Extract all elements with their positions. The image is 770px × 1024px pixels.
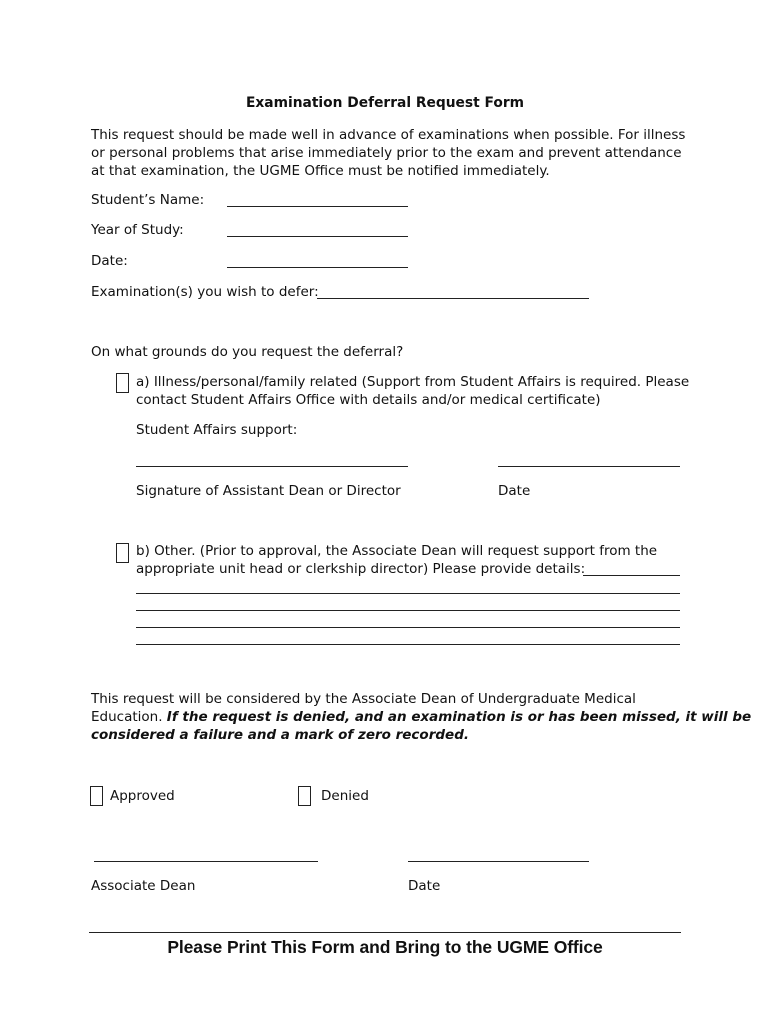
decision-date-label: Date (408, 878, 441, 894)
option-b-line-2: appropriate unit head or clerkship director) Please provide details: (136, 561, 586, 577)
details-line-3[interactable] (136, 627, 680, 628)
signature-date-label: Date (498, 483, 531, 499)
option-b-line-1: b) Other. (Prior to approval, the Associate Dean will request support from the (136, 543, 658, 559)
associate-dean-label: Associate Dean (91, 878, 196, 894)
option-a-line-2: contact Student Affairs Office with details and/or medical certificate) (136, 392, 601, 408)
consideration-warning-1: If the request is denied, and an examination is or has been missed, it will be (166, 709, 752, 725)
associate-dean-signature-field[interactable] (94, 861, 318, 862)
option-a-checkbox[interactable] (116, 373, 129, 393)
footer-instruction: Please Print This Form and Bring to the UGME Office (167, 937, 603, 957)
signature-date-field[interactable] (498, 466, 680, 467)
option-b-checkbox[interactable] (116, 543, 129, 563)
student-affairs-support-label: Student Affairs support: (136, 422, 298, 438)
examinations-label: Examination(s) you wish to defer: (91, 284, 319, 300)
consideration-warning-2: considered a failure and a mark of zero recorded. (91, 727, 469, 743)
date-field[interactable] (227, 267, 408, 268)
approved-label: Approved (110, 788, 175, 804)
intro-line-1: This request should be made well in advance of examinations when possible. For illness (91, 127, 686, 143)
form-title: Examination Deferral Request Form (245, 95, 525, 111)
consideration-line-2 (91, 708, 751, 726)
grounds-question: On what grounds do you request the deferral? (91, 344, 404, 360)
signature-field[interactable] (136, 466, 408, 467)
consideration-line-2-plain: Education. (91, 709, 167, 725)
intro-line-3: at that examination, the UGME Office must be notified immediately. (91, 163, 550, 179)
details-line-2[interactable] (136, 610, 680, 611)
denied-label: Denied (321, 788, 369, 804)
student-name-label: Student’s Name: (91, 192, 205, 208)
year-of-study-label: Year of Study: (91, 222, 184, 238)
decision-date-field[interactable] (408, 861, 589, 862)
date-label: Date: (91, 253, 128, 269)
consideration-line-1: This request will be considered by the Associate Dean of Undergraduate Medical (91, 691, 636, 707)
footer-divider (89, 932, 681, 933)
details-field-inline[interactable] (583, 575, 680, 576)
approved-checkbox[interactable] (90, 786, 103, 806)
intro-line-2: or personal problems that arise immediately prior to the exam and prevent attendance (91, 145, 682, 161)
details-line-4[interactable] (136, 644, 680, 645)
examinations-field[interactable] (317, 298, 589, 299)
details-line-1[interactable] (136, 593, 680, 594)
year-of-study-field[interactable] (227, 236, 408, 237)
option-a-line-1: a) Illness/personal/family related (Support from Student Affairs is required. Please (136, 374, 690, 390)
signature-label: Signature of Assistant Dean or Director (136, 483, 401, 499)
student-name-field[interactable] (227, 206, 408, 207)
denied-checkbox[interactable] (298, 786, 311, 806)
